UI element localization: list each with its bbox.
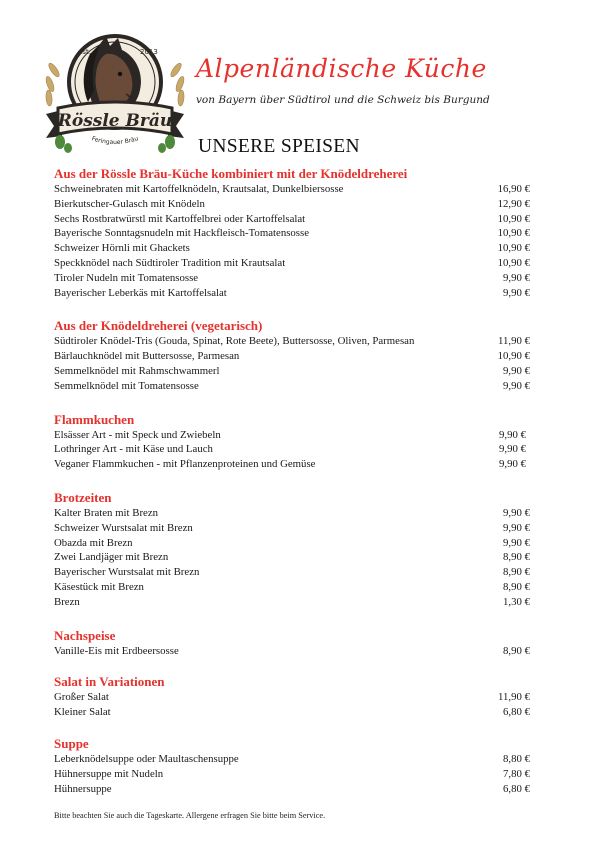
ribbon-banner: [46, 102, 184, 138]
item-name: Kleiner Salat: [54, 706, 111, 719]
item-name: Veganer Flammkuchen - mit Pflanzenproteinen und Gemüse: [54, 458, 316, 471]
item-name: Lothringer Art - mit Käse und Lauch: [54, 443, 213, 456]
item-name: Bayerischer Leberkäs mit Kartoffelsalat: [54, 286, 227, 299]
item-price: 9,90 €: [499, 443, 526, 456]
footnote: Bitte beachten Sie auch die Tageskarte. Allergene erfragen Sie bitte beim Service.: [54, 811, 326, 820]
section-flammkuchen: [54, 412, 530, 472]
item-name: Bierkutscher-Gulasch mit Knödeln: [54, 197, 205, 210]
menu-item: [54, 521, 530, 536]
page-title: Alpenländische Küche: [196, 54, 487, 83]
menu-item: [54, 565, 530, 580]
section-title: Aus der Rössle Bräu-Küche kombiniert mit der Knödeldreherei: [54, 166, 408, 181]
item-name: Bayerische Sonntagsnudeln mit Hackfleisch-Tomatensosse: [54, 227, 310, 240]
item-name: Tiroler Nudeln mit Tomatensosse: [54, 271, 199, 284]
menu-item: [54, 782, 530, 797]
logo-ribbon-bottom: Feringauer Bräu: [90, 135, 140, 147]
item-price: 9,90 €: [503, 286, 530, 299]
item-name: Brezn: [54, 595, 80, 608]
item-name: Leberknödelsuppe oder Maultaschensuppe: [54, 752, 239, 765]
section-suppe: [54, 736, 530, 796]
item-price: 11,90 €: [498, 335, 530, 348]
menu-heading: UNSERE SPEISEN: [198, 136, 360, 157]
logo-year: 2013: [140, 48, 158, 56]
menu-item: [54, 428, 526, 443]
item-name: Schweizer Hörnli mit Ghackets: [54, 242, 190, 255]
item-name: Speckknödel nach Südtiroler Tradition mit Krautsalat: [54, 256, 286, 269]
item-price: 9,90 €: [499, 428, 526, 441]
menu-item: [54, 379, 530, 394]
item-price: 8,90 €: [503, 580, 530, 593]
item-price: 12,90 €: [497, 197, 530, 210]
section-brotzeiten: [54, 490, 530, 610]
logo-est: est.: [78, 48, 91, 56]
item-price: 10,90 €: [497, 256, 530, 269]
item-name: Elsässer Art - mit Speck und Zwiebeln: [54, 428, 221, 441]
section-title: Brotzeiten: [54, 489, 112, 505]
item-price: 8,90 €: [503, 566, 530, 579]
menu-item: [54, 595, 530, 610]
item-price: 9,90 €: [503, 521, 530, 534]
item-price: 10,90 €: [497, 212, 530, 225]
item-price: 9,90 €: [503, 536, 530, 549]
item-name: Kalter Braten mit Brezn: [54, 506, 159, 519]
menu-item: [54, 334, 530, 349]
item-price: 9,90 €: [503, 271, 530, 284]
section-nachspeise: [54, 628, 530, 659]
item-name: Käsestück mit Brezn: [54, 580, 144, 593]
item-price: 9,90 €: [499, 458, 526, 471]
item-name: Obazda mit Brezn: [54, 536, 133, 549]
menu-item: [54, 550, 530, 565]
menu-item: [54, 286, 530, 301]
section-knoedeldreherei-vegetarisch: [54, 318, 530, 393]
item-price: 10,90 €: [497, 350, 530, 363]
page-subtitle: von Bayern über Südtirol und die Schweiz bis Burgund: [196, 94, 490, 106]
menu-item: [54, 767, 530, 782]
menu-item: [54, 536, 530, 551]
item-name: Zwei Landjäger mit Brezn: [54, 551, 169, 564]
item-name: Südtiroler Knödel-Tris (Gouda, Spinat, Rote Beete), Buttersosse, Oliven, Parmesan: [54, 335, 415, 348]
menu-item: [54, 256, 530, 271]
section-title: Suppe: [54, 735, 89, 751]
item-price: 6,80 €: [503, 706, 530, 719]
menu-item: [54, 644, 530, 659]
menu-item: [54, 752, 530, 767]
section-salat: [54, 674, 530, 720]
item-price: 10,90 €: [497, 227, 530, 240]
item-name: Semmelknödel mit Rahmschwammerl: [54, 364, 220, 377]
item-price: 8,90 €: [503, 551, 530, 564]
menu-item: [54, 349, 530, 364]
item-name: Hühnersuppe mit Nudeln: [54, 767, 164, 780]
menu-item: [54, 226, 530, 241]
item-price: 1,30 €: [503, 595, 530, 608]
item-price: 9,90 €: [503, 506, 530, 519]
section-title: Aus der Knödeldreherei (vegetarisch): [54, 318, 263, 334]
item-name: Vanille-Eis mit Erdbeersosse: [54, 644, 179, 657]
menu-item: [54, 241, 530, 256]
menu-item: [54, 271, 530, 286]
item-price: 8,80 €: [503, 752, 530, 765]
section-title: Salat in Variationen: [54, 674, 165, 690]
svg-text:Feringauer Bräu: [91, 135, 140, 146]
item-price: 8,90 €: [503, 644, 530, 657]
item-name: Großer Salat: [54, 691, 109, 704]
menu-item: [54, 182, 530, 197]
item-price: 10,90 €: [497, 242, 530, 255]
item-name: Bärlauchknödel mit Buttersosse, Parmesan: [54, 350, 240, 363]
item-price: 9,90 €: [503, 364, 530, 377]
item-name: Schweizer Wurstsalat mit Brezn: [54, 521, 193, 534]
item-name: Bayerischer Wurstsalat mit Brezn: [54, 566, 200, 579]
section-title: Nachspeise: [54, 627, 116, 643]
item-price: 6,80 €: [503, 782, 530, 795]
menu-item: [54, 364, 530, 379]
item-name: Hühnersuppe: [54, 782, 112, 795]
item-name: Sechs Rostbratwürstl mit Kartoffelbrei oder Kartoffelsalat: [54, 212, 306, 225]
menu-item: [54, 442, 526, 457]
logo-name: Rössle Bräu: [57, 111, 173, 131]
item-price: 7,80 €: [503, 767, 530, 780]
item-price: 9,90 €: [503, 379, 530, 392]
menu-item: [54, 690, 530, 705]
menu-item: [54, 197, 530, 212]
menu-list: [54, 166, 530, 796]
menu-item: [54, 212, 530, 227]
section-rossle-brau-kueche: [54, 166, 530, 300]
section-title: Flammkuchen: [54, 411, 135, 427]
menu-item: [54, 457, 526, 472]
menu-item: [54, 506, 530, 521]
item-price: 16,90 €: [497, 183, 530, 195]
item-name: Schweinebraten mit Kartoffelknödeln, Krautsalat, Dunkelbiersosse: [54, 183, 344, 195]
menu-item: [54, 705, 530, 720]
item-name: Semmelknödel mit Tomatensosse: [54, 379, 199, 392]
item-price: 11,90 €: [498, 691, 530, 704]
rossle-brau-logo: [40, 30, 190, 155]
menu-item: [54, 580, 530, 595]
